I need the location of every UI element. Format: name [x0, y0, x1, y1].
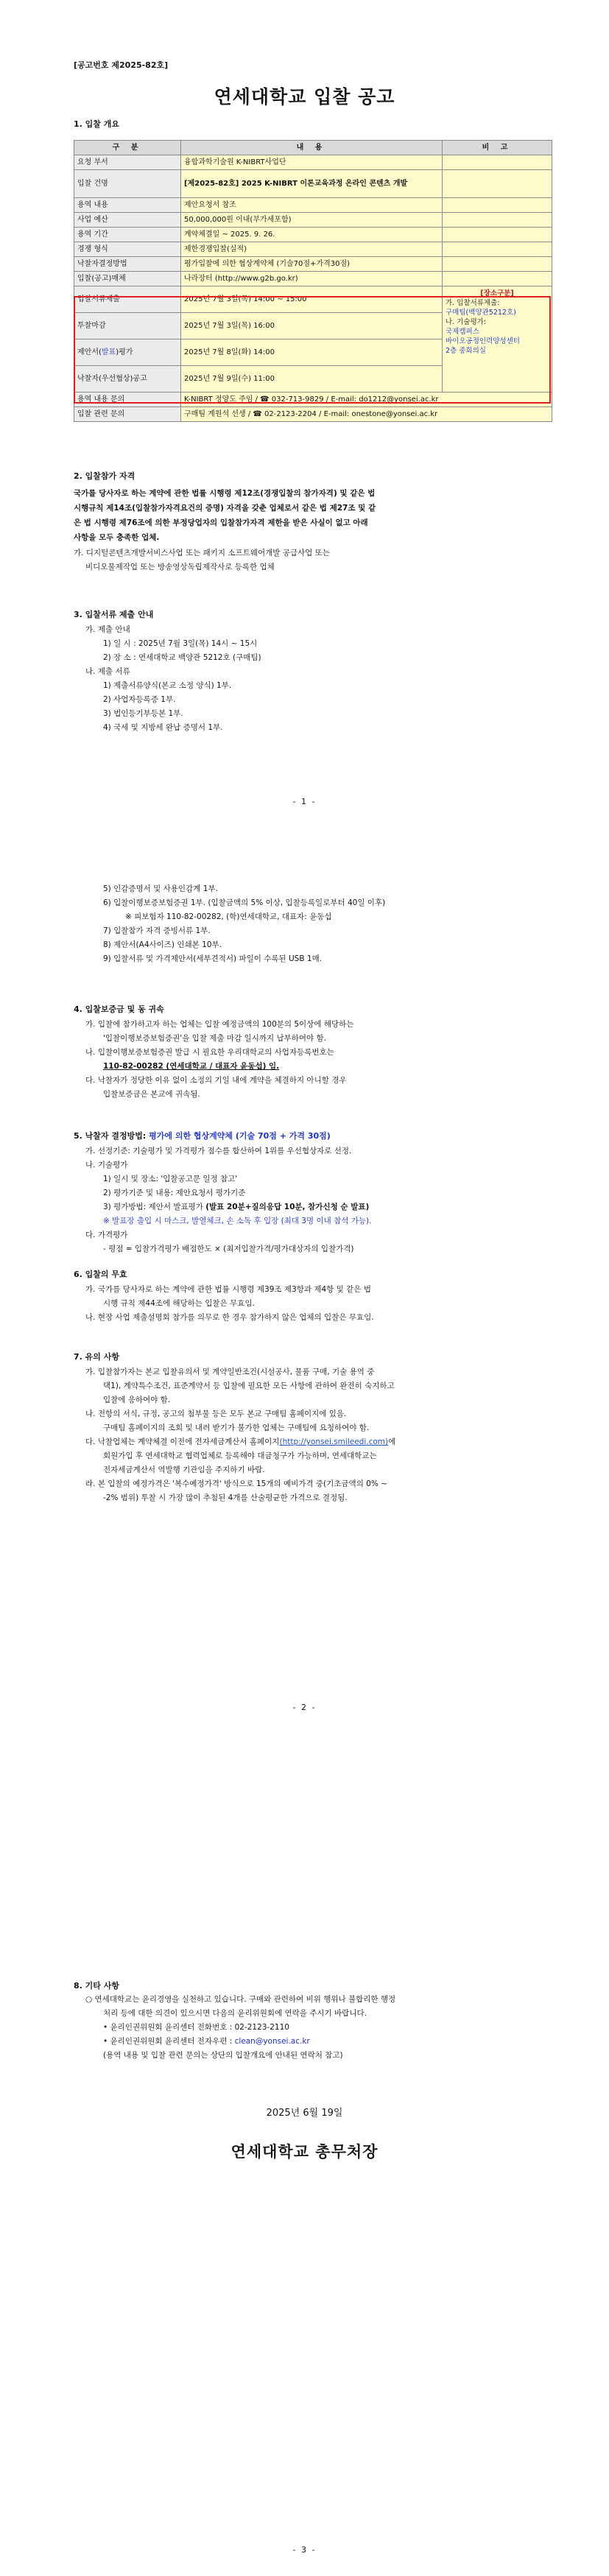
venue-note-line: 가. 입찰서류제출: — [446, 299, 500, 307]
section-3-ga: 가. 제출 안내 — [85, 625, 130, 634]
row-label: 용역 내용 — [74, 198, 181, 213]
row-value: 2025년 7월 3일(목) 14:00 ~ 15:00 — [181, 286, 443, 313]
row-note — [443, 228, 552, 242]
section-6-na: 나. 현장 사업 제출설명회 참가를 의무로 한 경우 참가하지 않은 업체의 입찰은 무효임. — [85, 1313, 374, 1322]
list-item: 4) 국세 및 지방세 완납 증명서 1부. — [103, 723, 223, 732]
row-value: 융합과학기술원 K-NIBRT사업단 — [181, 155, 443, 170]
einvoice-link[interactable]: (http://yonsei.smileedi.com) — [279, 1437, 389, 1446]
row-label: 용역 내용 문의 — [74, 393, 181, 407]
section-7-ra: 라. 본 입찰의 예정가격은 '복수예정가격' 방식으로 15개의 예비가격 중(기초금액의 0% ~ — [85, 1479, 387, 1488]
list-item: 5) 인감증명서 및 사용인감계 1부. — [103, 884, 218, 893]
row-value: 2025년 7월 8일(화) 14:00 — [181, 339, 443, 366]
list-item: 6) 입찰이행보증보험증권 1부. (입찰금액의 5% 이상, 입찰등록일로부터 40일 이후) — [103, 898, 386, 907]
venue-note-line: 나. 기술평가: — [446, 318, 487, 326]
row-value: 제안요청서 참조 — [181, 198, 443, 213]
section-2-body — [74, 486, 552, 545]
section-3-body-cont — [74, 882, 552, 966]
row-value: 평가입찰에 의한 협상계약체 (기술70점+가격30점) — [181, 257, 443, 272]
table-row — [74, 272, 552, 286]
row-note — [443, 257, 552, 272]
row-value: 제한경쟁입찰(실적) — [181, 242, 443, 257]
section-7-da — [74, 1435, 552, 1449]
page-title: 연세대학교 입찰 공고 — [214, 86, 395, 108]
section-7-na: 나. 전항의 서식, 규정, 공고의 첨부물 등은 모두 본교 구매팀 홈페이지에 있음. — [85, 1410, 347, 1418]
section-4-da-cont: 입찰보증금은 본교에 귀속됨. — [103, 1090, 200, 1099]
section-5-na-1: 1) 일시 및 장소: '입찰공고문 일정 참고' — [103, 1175, 238, 1183]
section-5-heading-method: 평가에 의한 협상계약체 (기술 70점 + 가격 30점) — [149, 1131, 331, 1141]
section-7-ra-cont: -2% 범위) 투찰 시 가장 많이 추첨된 4개를 산술평균한 가격으로 결정됨. — [103, 1493, 348, 1502]
section-8-note: (용역 내용 및 입찰 관련 문의는 상단의 입찰개요에 안내된 연락처 참고) — [103, 2051, 343, 2060]
col-content: 내 용 — [181, 141, 443, 155]
section-8-heading: 8. 기타 사항 — [74, 1981, 119, 1991]
table-row — [74, 286, 552, 313]
section-4-da: 다. 낙찰자가 정당한 이유 없이 소정의 기일 내에 계약을 체결하지 아니할 경우 — [85, 1076, 347, 1085]
section-5-na-3-note: ※ 발표장 출입 시 마스크, 발열체크, 손 소독 후 입장 (최대 3명 이내 참석 가능). — [103, 1217, 372, 1225]
section-8-body — [74, 1993, 552, 2063]
section-2-line: 시행규칙 제14조(입찰참가자격요건의 증명) 자격을 갖춘 업체로서 같은 법 제27조 및 같 — [74, 504, 376, 513]
section-6-ga-cont: 시행 규칙 제44조에 해당하는 입찰은 무효임. — [103, 1299, 255, 1308]
section-5-ga: 가. 선정기준: 기술평가 및 가격평가 점수를 합산하여 1위를 우선협상자로 선정. — [85, 1147, 352, 1155]
col-division: 구 분 — [74, 141, 181, 155]
section-2-line: 국가를 당사자로 하는 계약에 관한 법률 시행령 제12조(경쟁입찰의 참가자격) 및 같은 법 — [74, 489, 376, 498]
row-label: 경쟁 형식 — [74, 242, 181, 257]
row-note — [443, 213, 552, 228]
section-6-body — [74, 1283, 552, 1325]
venue-note-line: 바이오공정인력양성센터 — [446, 337, 520, 345]
section-2-item-ga: 가. 디지털콘텐츠개발서비스사업 또는 패키지 소프트웨어개발 공급사업 또는 — [74, 549, 330, 557]
section-2-heading: 2. 입찰참가 자격 — [74, 471, 135, 481]
table-row — [74, 393, 552, 407]
section-5-na: 나. 기술평가 — [85, 1161, 128, 1169]
section-8-bullet: • 윤리인권위원회 윤리센터 전화번호 : 02-2123-2110 — [103, 2023, 289, 2032]
table-row — [74, 242, 552, 257]
section-2-item — [74, 546, 552, 574]
row-label — [74, 339, 181, 366]
col-note: 비 고 — [443, 141, 552, 155]
row-value: 계약체결일 ~ 2025. 9. 26. — [181, 228, 443, 242]
row-note — [443, 155, 552, 170]
section-5-da: 다. 가격평가 — [85, 1231, 128, 1239]
section-8-circle: ○ 연세대학교는 윤리경영을 실천하고 있습니다. 구매와 관련하여 비위 행위나 불합리한 행정 — [85, 1995, 396, 2004]
venue-note-line: 2층 중회의실 — [446, 347, 486, 355]
table-row — [74, 170, 552, 198]
section-4-ga-cont: '입찰이행보증보험증권'을 입찰 제출 마감 일시까지 납부하여야 함. — [103, 1034, 326, 1043]
section-7-ga-cont: 택1), 계약특수조건, 표준계약서 등 입찰에 필요한 모든 사항에 관하여 완전히 숙지하고 — [103, 1382, 395, 1390]
row-value: 구매팀 계원석 선생 / ☎ 02-2123-2204 / E-mail: onestone@yonsei.ac.kr — [181, 407, 552, 422]
signer: 연세대학교 총무처장 — [230, 2143, 379, 2161]
section-5-body — [74, 1144, 552, 1256]
section-3-na: 나. 제출 서류 — [85, 667, 130, 676]
section-7-body — [74, 1365, 552, 1505]
page-number: - 3 - — [292, 2545, 317, 2555]
row-label: 사업 예산 — [74, 213, 181, 228]
row-value: K-NIBRT 정양도 주임 / ☎ 032-713-9829 / E-mail: do1212@yonsei.ac.kr — [181, 393, 552, 407]
row-label: 용역 기간 — [74, 228, 181, 242]
page-number: - 2 - — [292, 1703, 317, 1712]
list-item: 2) 사업자등록증 1부. — [103, 695, 176, 704]
section-4-na: 나. 입찰이행보증보험증권 발급 시 필요한 우리대학교의 사업자등록번호는 — [85, 1048, 334, 1057]
page-number: - 1 - — [292, 797, 317, 806]
section-2-line: 은 법 시행령 제76조에 의한 부정당업자의 입찰참가자격 제한을 받은 사실이 없고 아래 — [74, 518, 368, 527]
section-7-ga-cont: 입찰에 응하여야 함. — [103, 1396, 171, 1404]
section-4-heading: 4. 입찰보증금 및 동 귀속 — [74, 1004, 164, 1014]
row-label: 낙찰자(우선협상)공고 — [74, 366, 181, 393]
section-1-heading: 1. 입찰 개요 — [74, 119, 119, 129]
row-note — [443, 272, 552, 286]
list-item: 7) 입찰참가 자격 증빙서류 1부. — [103, 926, 211, 935]
list-item: 3) 법인등기부등본 1부. — [103, 709, 183, 718]
ethics-email-link[interactable]: clean@yonsei.ac.kr — [234, 2037, 310, 2046]
row-value: 2025년 7월 3일(목) 16:00 — [181, 313, 443, 339]
section-5-da-1: - 평점 = 입찰가격평가 배점한도 × (최저입찰가격/평가대상자의 입찰가격) — [103, 1245, 354, 1253]
section-5-na-2: 2) 평가기준 및 내용: 제안요청서 평가기준 — [103, 1189, 246, 1197]
section-3-heading: 3. 입찰서류 제출 안내 — [74, 610, 154, 619]
table-row — [74, 213, 552, 228]
venue-note-title: [장소구분] — [480, 289, 514, 298]
notice-number: [공고번호 제2025-82호] — [74, 60, 169, 70]
section-8-bullet-text: • 윤리인권위원회 윤리센터 전자우편 : — [103, 2037, 235, 2046]
row-value: 2025년 7월 9일(수) 11:00 — [181, 366, 443, 393]
section-4-na-cont: 110-82-00282 (연세대학교 / 대표자 윤동섭) 임. — [103, 1062, 280, 1071]
section-2-item-ga-cont: 비디오물제작업 또는 방송영상독립제작사로 등록한 업체 — [85, 563, 275, 571]
row-value: 나라장터 (http://www.g2b.go.kr) — [181, 272, 443, 286]
row-label: 투찰마감 — [74, 313, 181, 339]
row-label: 입찰(공고)매체 — [74, 272, 181, 286]
section-5-heading — [74, 1130, 331, 1141]
list-item: 9) 입찰서류 및 가격제안서(세부견적서) 파일이 수록된 USB 1매. — [103, 954, 323, 963]
overview-table — [74, 140, 552, 422]
table-row — [74, 257, 552, 272]
row-note — [443, 170, 552, 198]
row-label-part: 발표 — [101, 348, 116, 356]
row-label: 요청 부서 — [74, 155, 181, 170]
section-2-line: 사항을 모두 충족한 업체. — [74, 533, 160, 542]
section-5-na-3-bold: (발표 20분+질의응답 10분, 참가신청 순 발표) — [205, 1203, 370, 1211]
section-4-body — [74, 1018, 552, 1102]
table-row — [74, 198, 552, 213]
row-value: 50,000,000원 이내(부가세포함) — [181, 213, 443, 228]
venue-note — [443, 286, 552, 393]
notice-date: 2025년 6월 19일 — [266, 2108, 343, 2119]
section-6-ga: 가. 국가를 당사자로 하는 계약에 관한 법률 시행령 제39조 제3항과 제4항 및 같은 법 — [85, 1285, 371, 1294]
list-item: 8) 제안서(A4사이즈) 인쇄본 10부. — [103, 940, 222, 949]
row-label: 낙찰자결정방법 — [74, 257, 181, 272]
venue-note-line: 구매팀(백양관5212호) — [446, 309, 516, 317]
section-5-na-3-text: 3) 평가방법: 제안서 발표평가 — [103, 1203, 206, 1211]
table-row — [74, 155, 552, 170]
row-value: [제2025-82호] 2025 K-NIBRT 이론교육과정 온라인 콘텐츠 개발 — [181, 170, 443, 198]
list-item-note: ※ 피보험자 110-82-00282, (학)연세대학교, 대표자: 윤동섭 — [125, 912, 332, 921]
row-label: 입찰서류제출 — [74, 286, 181, 313]
section-7-da-text-end: 에 — [388, 1437, 396, 1446]
row-label: 입찰 관련 문의 — [74, 407, 181, 422]
row-label-part: 제안서( — [77, 348, 102, 356]
section-8-circle-cont: 처리 등에 대한 의견이 있으시면 다음의 윤리위원회에 연락을 주시기 바랍니다. — [103, 2009, 367, 2018]
row-note — [443, 198, 552, 213]
section-4-ga: 가. 입찰에 참가하고자 하는 업체는 입찰 예정금액의 100분의 5이상에 해당하는 — [85, 1020, 354, 1029]
section-3-body — [74, 623, 552, 735]
section-7-heading: 7. 유의 사항 — [74, 1352, 119, 1362]
section-7-na-cont: 구매팀 홈페이지의 조회 및 내려 받기가 불가한 업체는 구매팀에 요청하여야 함. — [103, 1424, 370, 1432]
table-header-row — [74, 141, 552, 155]
section-3-ga-2: 2) 장 소 : 연세대학교 백양관 5212호 (구매팀) — [103, 653, 261, 662]
row-label: 입찰 건명 — [74, 170, 181, 198]
row-note — [443, 242, 552, 257]
row-label-part: )평가 — [116, 348, 133, 356]
section-5-na-3 — [74, 1200, 552, 1214]
section-5-heading-label: 5. 낙찰자 결정방법: — [74, 1131, 149, 1141]
venue-note-line: 국제캠퍼스 — [446, 328, 479, 336]
table-row — [74, 407, 552, 422]
section-7-da-cont: 회원가입 후 연세대학교 협력업체로 등록해야 대금청구가 가능하며, 연세대학교는 — [103, 1451, 377, 1460]
section-7-da-cont: 전자세금계산서 역발행 기관임을 주지하기 바람. — [103, 1465, 265, 1474]
list-item: 1) 제출서류양식(본교 소정 양식) 1부. — [103, 681, 232, 690]
section-7-ga: 가. 입찰참가자는 본교 입찰유의서 및 계약일반조건(시설공사, 물품 구매, 기술 용역 중 — [85, 1368, 375, 1376]
section-8-bullet — [74, 2035, 552, 2049]
section-7-da-text: 다. 낙찰업체는 계약체결 이전에 전자세금계산서 홈페이지 — [85, 1437, 280, 1446]
table-row — [74, 228, 552, 242]
section-3-ga-1: 1) 일 시 : 2025년 7월 3일(목) 14시 ~ 15시 — [103, 639, 258, 648]
section-6-heading: 6. 입찰의 무효 — [74, 1270, 127, 1279]
